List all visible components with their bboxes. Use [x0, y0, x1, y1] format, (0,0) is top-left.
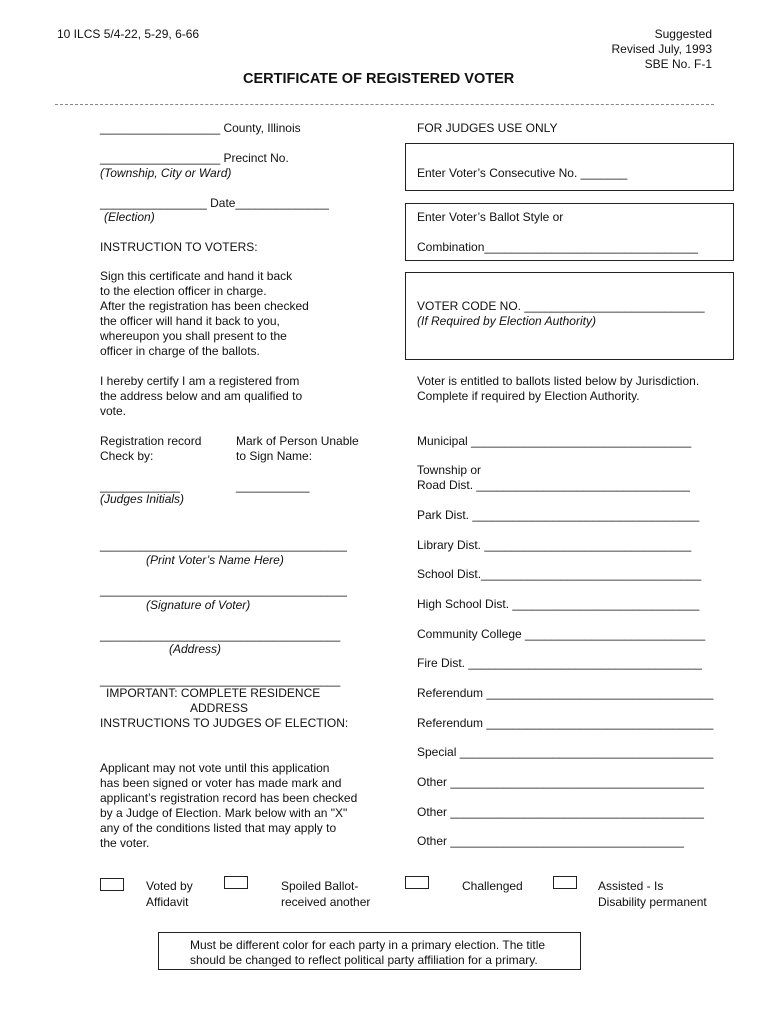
important-notice-cont: ADDRESS	[190, 701, 249, 715]
municipal-field[interactable]: Municipal _________________________________	[417, 434, 692, 448]
check-by-label: Check by:	[100, 449, 154, 463]
assisted-label-cont: Disability permanent	[598, 895, 707, 909]
applicant-line: Applicant may not vote until this application	[100, 761, 330, 775]
voter-name-field[interactable]: _____________________________________	[100, 538, 347, 552]
instruction-line: whereupon you shall present to the	[100, 329, 287, 343]
instruction-line: Sign this certificate and hand it back	[100, 269, 293, 283]
library-dist-field[interactable]: Library Dist. _______________________________	[417, 538, 692, 552]
registration-record-label: Registration record	[100, 434, 202, 448]
document-title: CERTIFICATE OF REGISTERED VOTER	[243, 71, 515, 87]
precinct-subtitle: (Township, City or Ward)	[100, 166, 232, 180]
applicant-line: by a Judge of Election. Mark below with an "X"	[100, 806, 348, 820]
voter-code-subtitle: (If Required by Election Authority)	[417, 314, 596, 328]
combination-field[interactable]: Combination________________________________	[417, 240, 698, 254]
precinct-field[interactable]: __________________ Precinct No.	[100, 151, 289, 165]
applicant-line: has been signed or voter has made mark and	[100, 776, 342, 790]
election-subtitle: (Election)	[104, 210, 155, 224]
spoiled-ballot-label: Spoiled Ballot-	[281, 879, 359, 893]
park-dist-field[interactable]: Park Dist. __________________________________	[417, 508, 700, 522]
instruction-line: After the registration has been checked	[100, 299, 309, 313]
primary-note-text: Must be different color for each party in a primary election. The title	[190, 938, 546, 952]
certify-line: vote.	[100, 404, 127, 418]
certify-line: I hereby certify I am a registered from	[100, 374, 300, 388]
special-field[interactable]: Special ______________________________________	[417, 745, 714, 759]
to-sign-label: to Sign Name:	[236, 449, 313, 463]
form-number: SBE No. F-1	[644, 57, 712, 71]
entitled-text-cont: Complete if required by Election Authority.	[417, 389, 640, 403]
revised-date: Revised July, 1993	[611, 42, 712, 56]
spoiled-ballot-checkbox[interactable]	[224, 876, 248, 889]
spoiled-ballot-label-cont: received another	[281, 895, 371, 909]
voter-name-label: (Print Voter’s Name Here)	[146, 553, 284, 567]
important-notice: IMPORTANT: COMPLETE RESIDENCE	[106, 686, 321, 700]
voter-signature-field[interactable]: _____________________________________	[100, 583, 347, 597]
voter-code-field[interactable]: VOTER CODE NO. ___________________________	[417, 299, 705, 313]
high-school-dist-field[interactable]: High School Dist. ____________________________	[417, 597, 700, 611]
other-field[interactable]: Other ______________________________________	[417, 775, 704, 789]
consecutive-no-field[interactable]: Enter Voter’s Consecutive No. _______	[417, 166, 628, 180]
assisted-checkbox[interactable]	[553, 876, 577, 889]
suggested-label: Suggested	[654, 27, 712, 41]
ballot-style-label: Enter Voter’s Ballot Style or	[417, 210, 564, 224]
judges-initials-label: (Judges Initials)	[100, 492, 185, 506]
instruction-line: officer in charge of the ballots.	[100, 344, 260, 358]
challenged-checkbox[interactable]	[405, 876, 429, 889]
referendum-field[interactable]: Referendum __________________________________	[417, 716, 714, 730]
judges-instructions-heading: INSTRUCTIONS TO JUDGES OF ELECTION:	[100, 716, 349, 730]
residence-field[interactable]: ____________________________________	[100, 673, 341, 687]
challenged-label: Challenged	[462, 879, 523, 893]
entitled-text: Voter is entitled to ballots listed below by Jurisdiction.	[417, 374, 700, 388]
certify-line: the address below and am qualified to	[100, 389, 303, 403]
election-date-field[interactable]: ________________ Date______________	[100, 196, 329, 210]
mark-unable-label: Mark of Person Unable	[236, 434, 359, 448]
community-college-field[interactable]: Community College ___________________________	[417, 627, 706, 641]
primary-note-text-cont: should be changed to reflect political party affiliation for a primary.	[190, 953, 538, 967]
instruction-text	[100, 269, 319, 359]
road-dist-field[interactable]: Road Dist. ________________________________	[417, 478, 690, 492]
fire-dist-field[interactable]: Fire Dist. ___________________________________	[417, 656, 702, 670]
instruction-line: to the election officer in charge.	[100, 284, 267, 298]
instruction-heading: INSTRUCTION TO VOTERS:	[100, 240, 258, 254]
statute-reference: 10 ILCS 5/4-22, 5-29, 6-66	[57, 27, 200, 41]
address-label: (Address)	[169, 642, 222, 656]
county-field[interactable]: __________________ County, Illinois	[100, 121, 301, 135]
certify-text	[100, 374, 340, 419]
applicant-line: the voter.	[100, 836, 150, 850]
assisted-label: Assisted - Is	[598, 879, 664, 893]
voted-by-affidavit-label: Voted by	[146, 879, 193, 893]
voted-by-affidavit-checkbox[interactable]	[100, 878, 124, 891]
judges-initials-field[interactable]: ____________	[100, 479, 181, 493]
instruction-line: the officer will hand it back to you,	[100, 314, 280, 328]
voter-signature-label: (Signature of Voter)	[146, 598, 251, 612]
mark-field[interactable]: ___________	[236, 479, 310, 493]
other-field[interactable]: Other ___________________________________	[417, 834, 684, 848]
applicant-line: applicant’s registration record has been checked	[100, 791, 358, 805]
referendum-field[interactable]: Referendum __________________________________	[417, 686, 714, 700]
voted-by-affidavit-label-cont: Affidavit	[146, 895, 189, 909]
header-divider	[55, 104, 714, 105]
applicant-instructions	[100, 761, 385, 851]
judges-use-heading: FOR JUDGES USE ONLY	[417, 121, 558, 135]
address-field[interactable]: ____________________________________	[100, 628, 341, 642]
other-field[interactable]: Other ______________________________________	[417, 805, 704, 819]
township-label: Township or	[417, 463, 482, 477]
school-dist-field[interactable]: School Dist._________________________________	[417, 567, 702, 581]
applicant-line: any of the conditions listed that may apply to	[100, 821, 337, 835]
